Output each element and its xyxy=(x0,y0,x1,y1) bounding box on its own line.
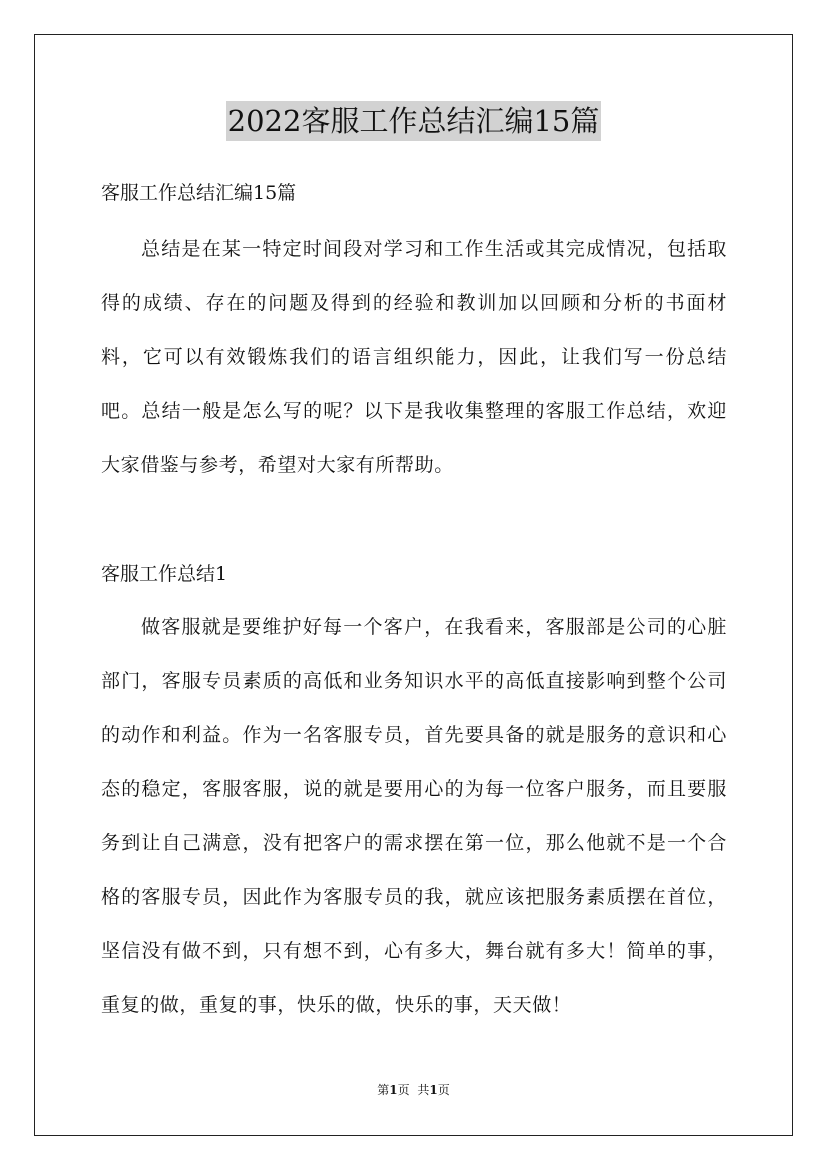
intro-paragraph: 总结是在某一特定时间段对学习和工作生活或其完成情况，包括取得的成绩、存在的问题及得到的经验和教训加以回顾和分析的书面材料，它可以有效锻炼我们的语言组织能力，因此，让我们写一份总结吧。总结一般是怎么写的呢？以下是我收集整理的客服工作总结，欢迎大家借鉴与参考，希望对大家有所帮助。 xyxy=(101,238,727,476)
footer-total-prefix: 共 xyxy=(417,1083,430,1097)
footer-page-total: 1 xyxy=(429,1083,438,1097)
section-1-body: 做客服就是要维护好每一个客户，在我看来，客服部是公司的心脏部门，客服专员素质的高低和业务知识水平的高低直接影响到整个公司的动作和利益。作为一名客服专员，首先要具备的就是服务的意识和心态的稳定，客服客服，说的就是要用心的为每一位客户服务，而且要服务到让自己满意，没有把客户的需求摆在第一位，那么他就不是一个合格的客服专员，因此作为客服专员的我，就应该把服务素质摆在首位，坚信没有做不到，只有想不到，心有多大，舞台就有多大！简单的事，重复的做，重复的事，快乐的做，快乐的事，天天做！ xyxy=(101,616,727,1016)
document-subtitle: 客服工作总结汇编15篇 xyxy=(101,182,297,204)
footer-page-current: 1 xyxy=(389,1083,398,1097)
footer-page-label: 页 xyxy=(397,1083,410,1097)
page-footer xyxy=(0,1082,827,1098)
section-1-heading: 客服工作总结1 xyxy=(101,563,228,585)
title-wrap xyxy=(0,101,827,141)
document-title: 2022客服工作总结汇编15篇 xyxy=(226,101,602,141)
footer-total-label: 页 xyxy=(437,1083,450,1097)
footer-page-prefix: 第 xyxy=(377,1083,390,1097)
